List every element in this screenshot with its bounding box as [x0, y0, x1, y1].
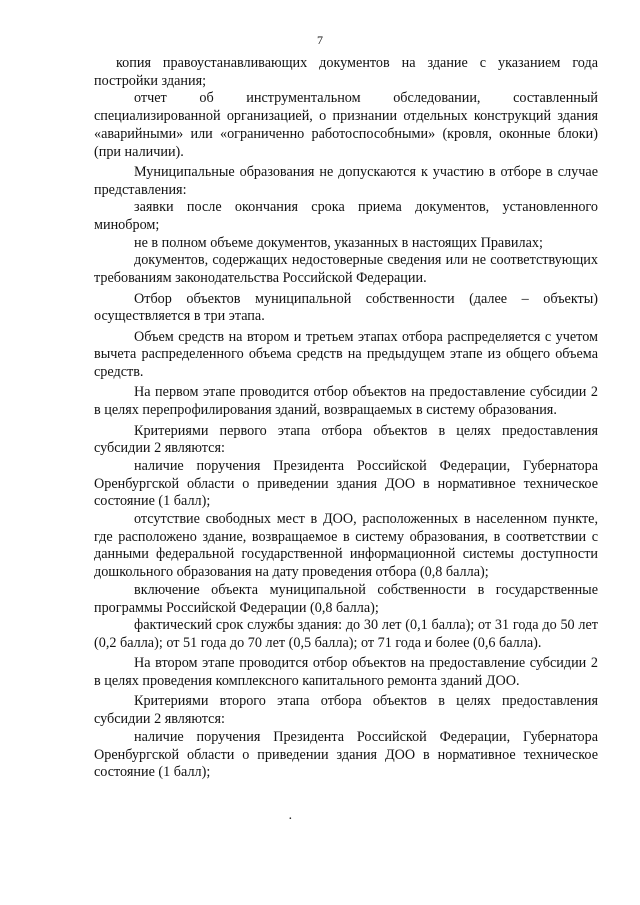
paragraph: На первом этапе проводится отбор объектов на предоставление субсидии 2 в целях перепрофилирования зданий, возвращаемых в систему образования. [94, 384, 598, 419]
paragraph: копия правоустанавливающих документов на здание с указанием года постройки здания; [94, 55, 598, 89]
paragraph: Муниципальные образования не допускаются к участию в отборе в случае представления: [94, 163, 598, 198]
paragraph: На втором этапе проводится отбор объектов на предоставление субсидии 2 в целях проведения комплексного капитального ремонта зданий ДОО. [94, 655, 598, 690]
paragraph: Критериями первого этапа отбора объектов в целях предоставления субсидии 2 являются: [94, 422, 598, 457]
paragraph: наличие поручения Президента Российской Федерации, Губернатора Оренбургской области о приведении здания ДОО в нормативное техническое состояние (1 балл); [94, 728, 598, 781]
paragraph: не в полном объеме документов, указанных в настоящих Правилах; [134, 234, 543, 251]
page-number: 7 [317, 33, 323, 47]
paragraph: отсутствие свободных мест в ДОО, расположенных в населенном пункте, где расположено здание, возвращаемое в систему образования, в соответствии с данными федеральной государственной информационной системы доступности дошкольного образования на дату проведения отбора (0,8 балла); [94, 511, 598, 581]
paragraph: Отбор объектов муниципальной собственности (далее – объекты) осуществляется в три этапа. [94, 290, 598, 325]
paragraph: документов, содержащих недостоверные сведения или не соответствующих требованиям законодательства Российской Федерации. [94, 252, 598, 287]
paragraph: Критериями второго этапа отбора объектов в целях предоставления субсидии 2 являются: [94, 693, 598, 728]
document-body [94, 55, 598, 782]
paragraph: отчет об инструментальном обследовании, составленный специализированной организацией, о признании отдельных конструкций здания «аварийными» или «ограниченно работоспособными» (кровля, оконные блоки) (при наличии). [94, 90, 598, 160]
paragraph: наличие поручения Президента Российской Федерации, Губернатора Оренбургской области о приведении здания ДОО в нормативное техническое состояние (1 балл); [94, 457, 598, 510]
paragraph: фактический срок службы здания: до 30 лет (0,1 балла); от 31 года до 50 лет (0,2 балла); от 51 года до 70 лет (0,5 балла); от 71 года и более (0,6 балла). [94, 617, 598, 651]
stray-dot-mark: · [288, 812, 293, 827]
paragraph: включение объекта муниципальной собственности в государственные программы Российской Федерации (0,8 балла); [94, 581, 598, 616]
paragraph: Объем средств на втором и третьем этапах отбора распределяется с учетом вычета распределенного объема средств на предыдущем этапе из общего объема средств. [94, 328, 598, 381]
paragraph: заявки после окончания срока приема документов, установленного минобром; [94, 199, 598, 234]
